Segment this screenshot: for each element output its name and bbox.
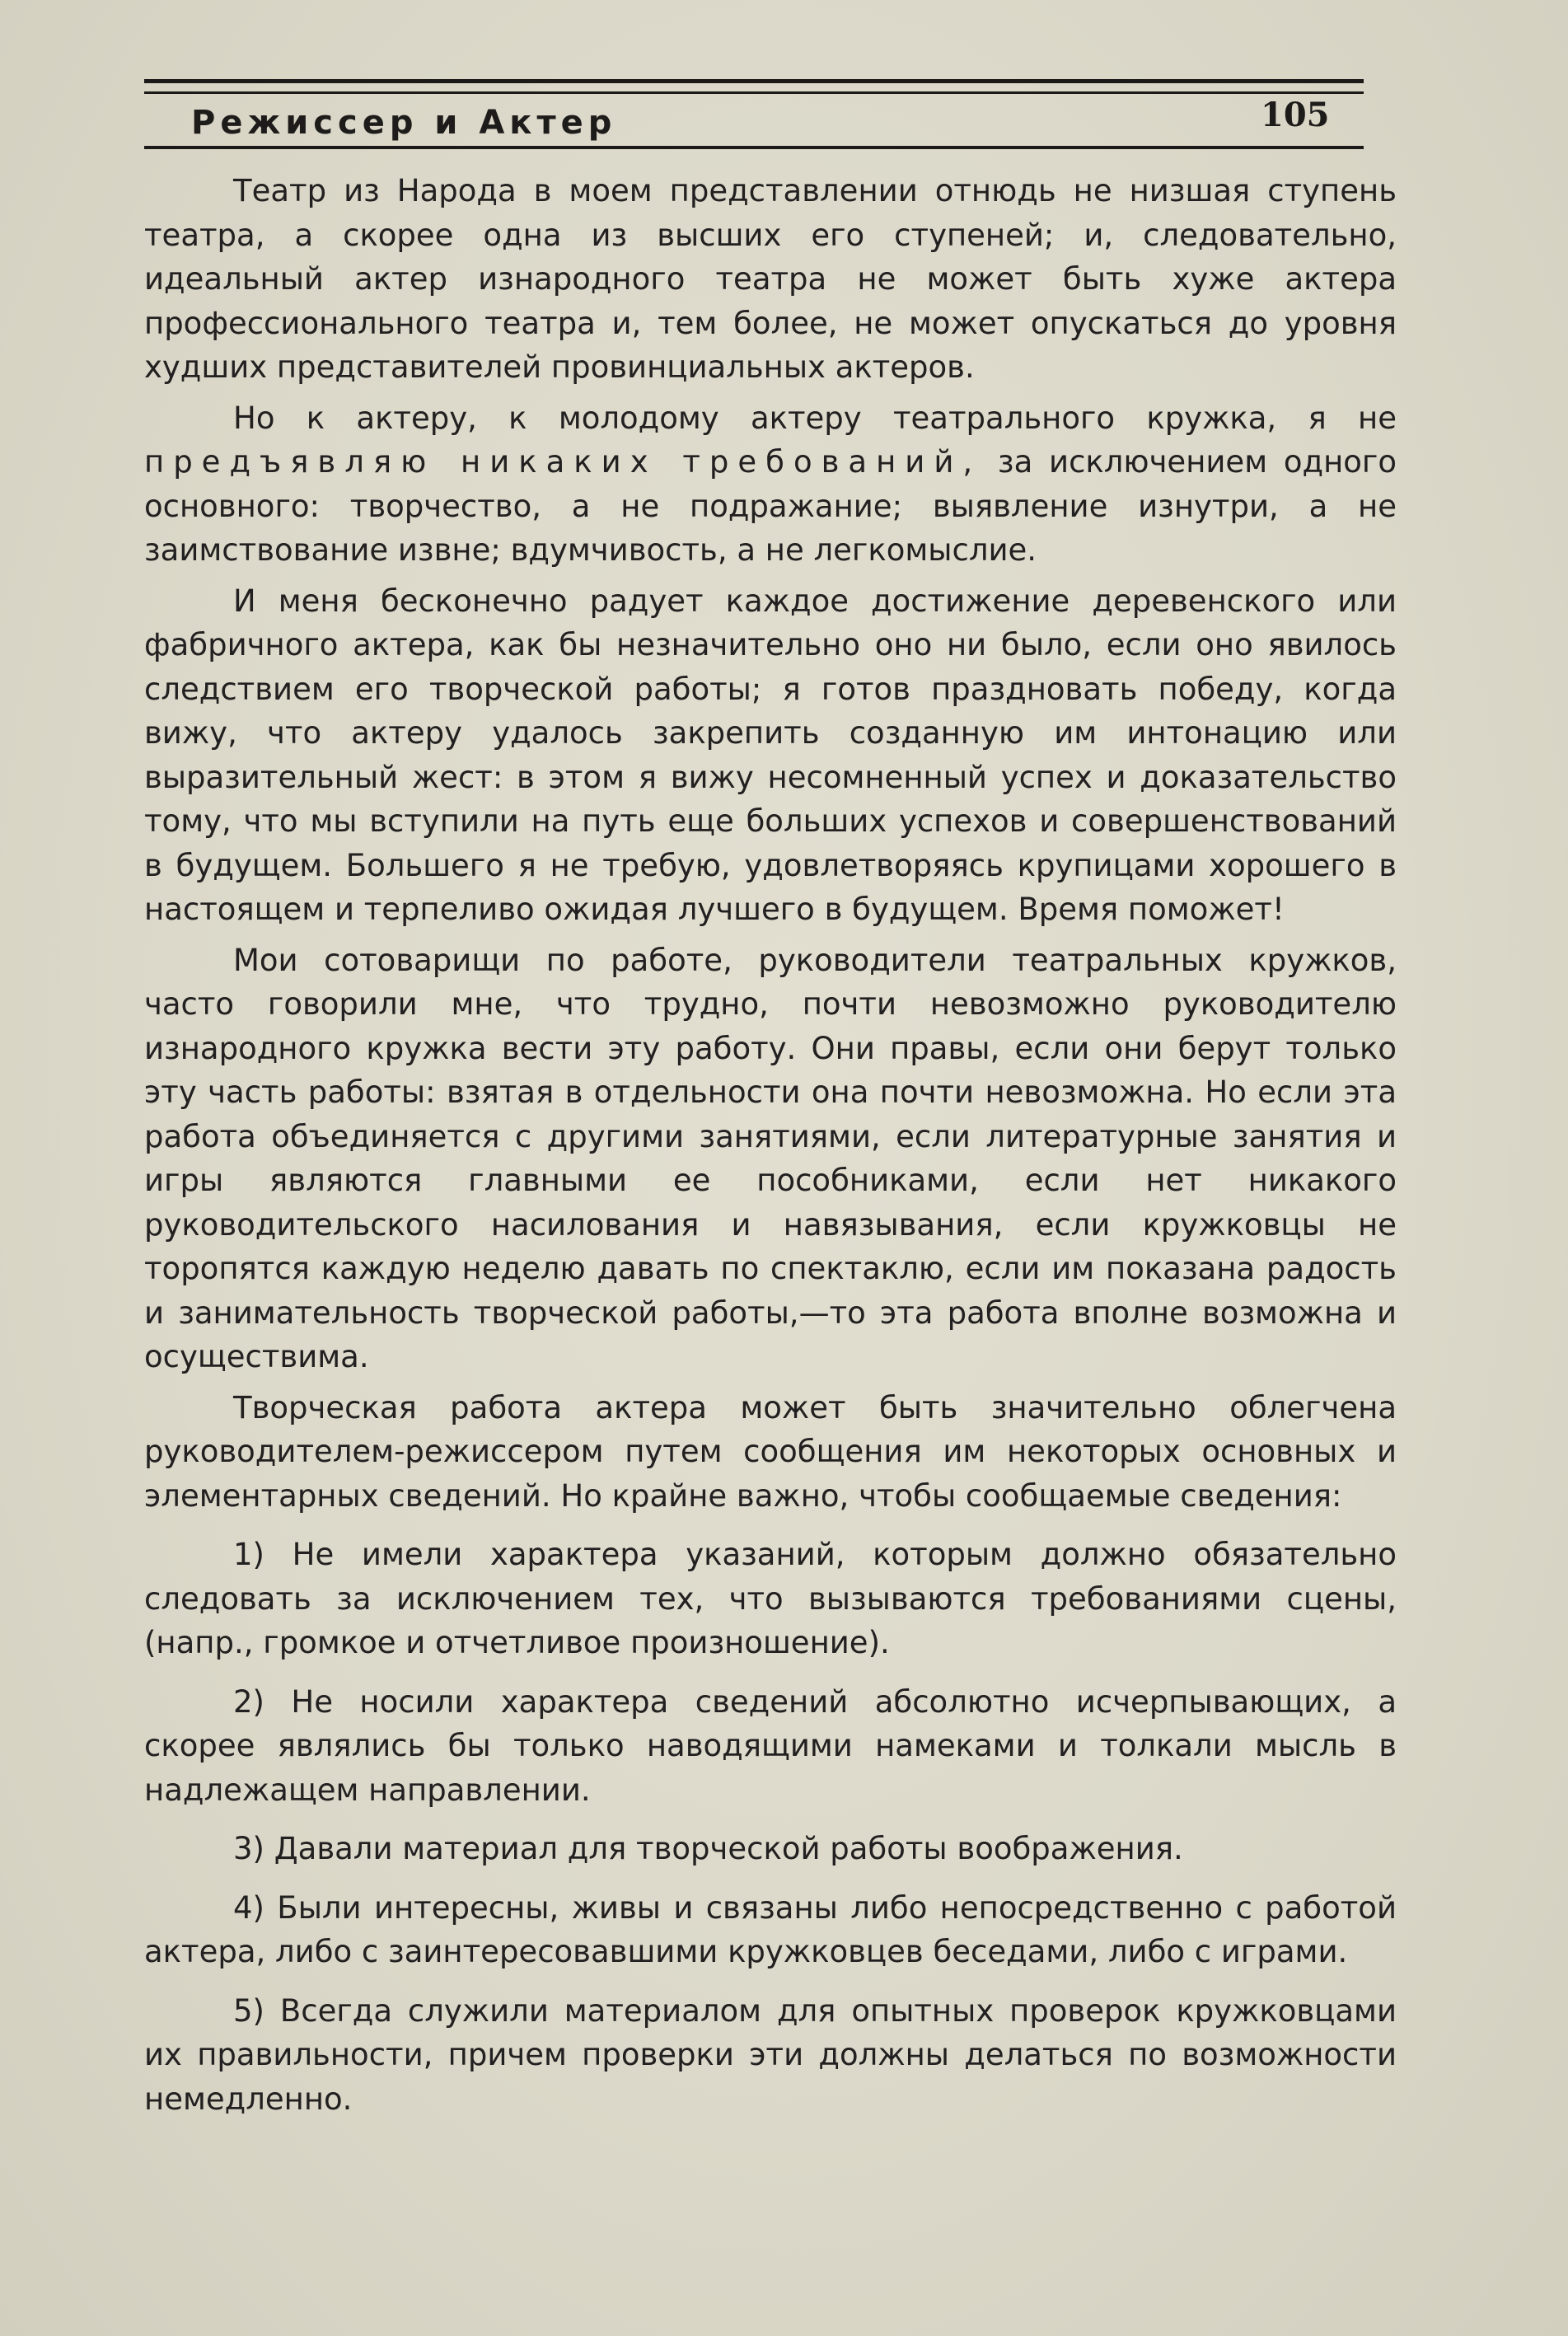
paragraph-1: Театр из Народа в моем представлении отнюдь не низшая ступень театра, а скорее одна из высших его ступеней; и, следовательно, идеальный актер изнародного театра не может быть хуже актера профессионального театра и, тем более, не может опускаться до уровня худших представителей провинциальных актеров.: [144, 173, 1397, 385]
paragraph-5: Творческая работа актера может быть значительно облегчена руководителем-режиссером путем сообщения им некоторых основных и элементарных сведений. Но крайне важно, чтобы сообщаемые сведения:: [144, 1389, 1397, 1514]
running-title: Режиссер и Актер: [191, 104, 617, 142]
header-rule-top-thin: [144, 91, 1364, 94]
spaced-emphasis: предъявляю никаких требований,: [144, 444, 982, 480]
paragraph-2: [144, 396, 1397, 573]
list-item-1: 1) Не имели характера указаний, которым должно обязательно следовать за исключением тех, что вызываются требованиями сцены, (напр., громкое и отчетливое произношение).: [144, 1537, 1397, 1660]
paragraph-2-end: за исключением одного основного: творчество, а не подражание; выявление изнутри, а не заимствование извне; вдумчивость, а не легкомыслие.: [144, 444, 1397, 568]
paragraph-2-start: Но к актеру, к молодому актеру театрального кружка, я не: [233, 400, 1397, 436]
paragraph-4: Мои сотоварищи по работе, руководители театральных кружков, часто говорили мне, что трудно, почти невозможно руководителю изнародного кружка вести эту работу. Они правы, если они берут только эту часть работы: взятая в отдельности она почти невозможна. Но если эта работа объединяется с другими занятиями, если литературные занятия и игры являются главными ее пособниками, если нет никакого руководительского насилования и навязывания, если кружковцы не торопятся каждую неделю давать по спектаклю, если им показана радость и занимательность творческой работы,—то эта работа вполне возможна и осуществима.: [144, 942, 1397, 1374]
list-item-3: 3) Давали материал для творческой работы воображения.: [233, 1831, 1183, 1866]
list-item-2: 2) Не носили характера сведений абсолютно исчерпывающих, а скорее являлись бы только наводящими намеками и толкали мысль в надлежащем направлении.: [144, 1683, 1397, 1808]
paragraph-3: И меня бесконечно радует каждое достижение деревенского или фабричного актера, как бы незначительно оно ни было, если оно явилось следствием его творческой работы; я готов праздновать победу, когда вижу, что актеру удалось закрепить созданную им интонацию или выразительный жест: в этом я вижу несомненный успех и доказательство тому, что мы вступили на путь еще больших успехов и совершенствований в будущем. Большего я не требую, удовлетворяясь крупицами хорошего в настоящем и терпеливо ожидая лучшего в будущем. Время поможет!: [144, 583, 1397, 927]
body-text: [144, 169, 1397, 2121]
header-rule-top: [144, 79, 1364, 83]
page-number: 105: [1261, 96, 1330, 134]
list-item-4: 4) Были интересны, живы и связаны либо непосредственно с работой актера, либо с заинтересовавшими кружковцев беседами, либо с играми.: [144, 1889, 1397, 1969]
header-rule-bottom: [144, 146, 1364, 149]
list-item-5: 5) Всегда служили материалом для опытных проверок кружковцами их правильности, причем проверки эти должны делаться по возможности немедленно.: [144, 1992, 1397, 2117]
